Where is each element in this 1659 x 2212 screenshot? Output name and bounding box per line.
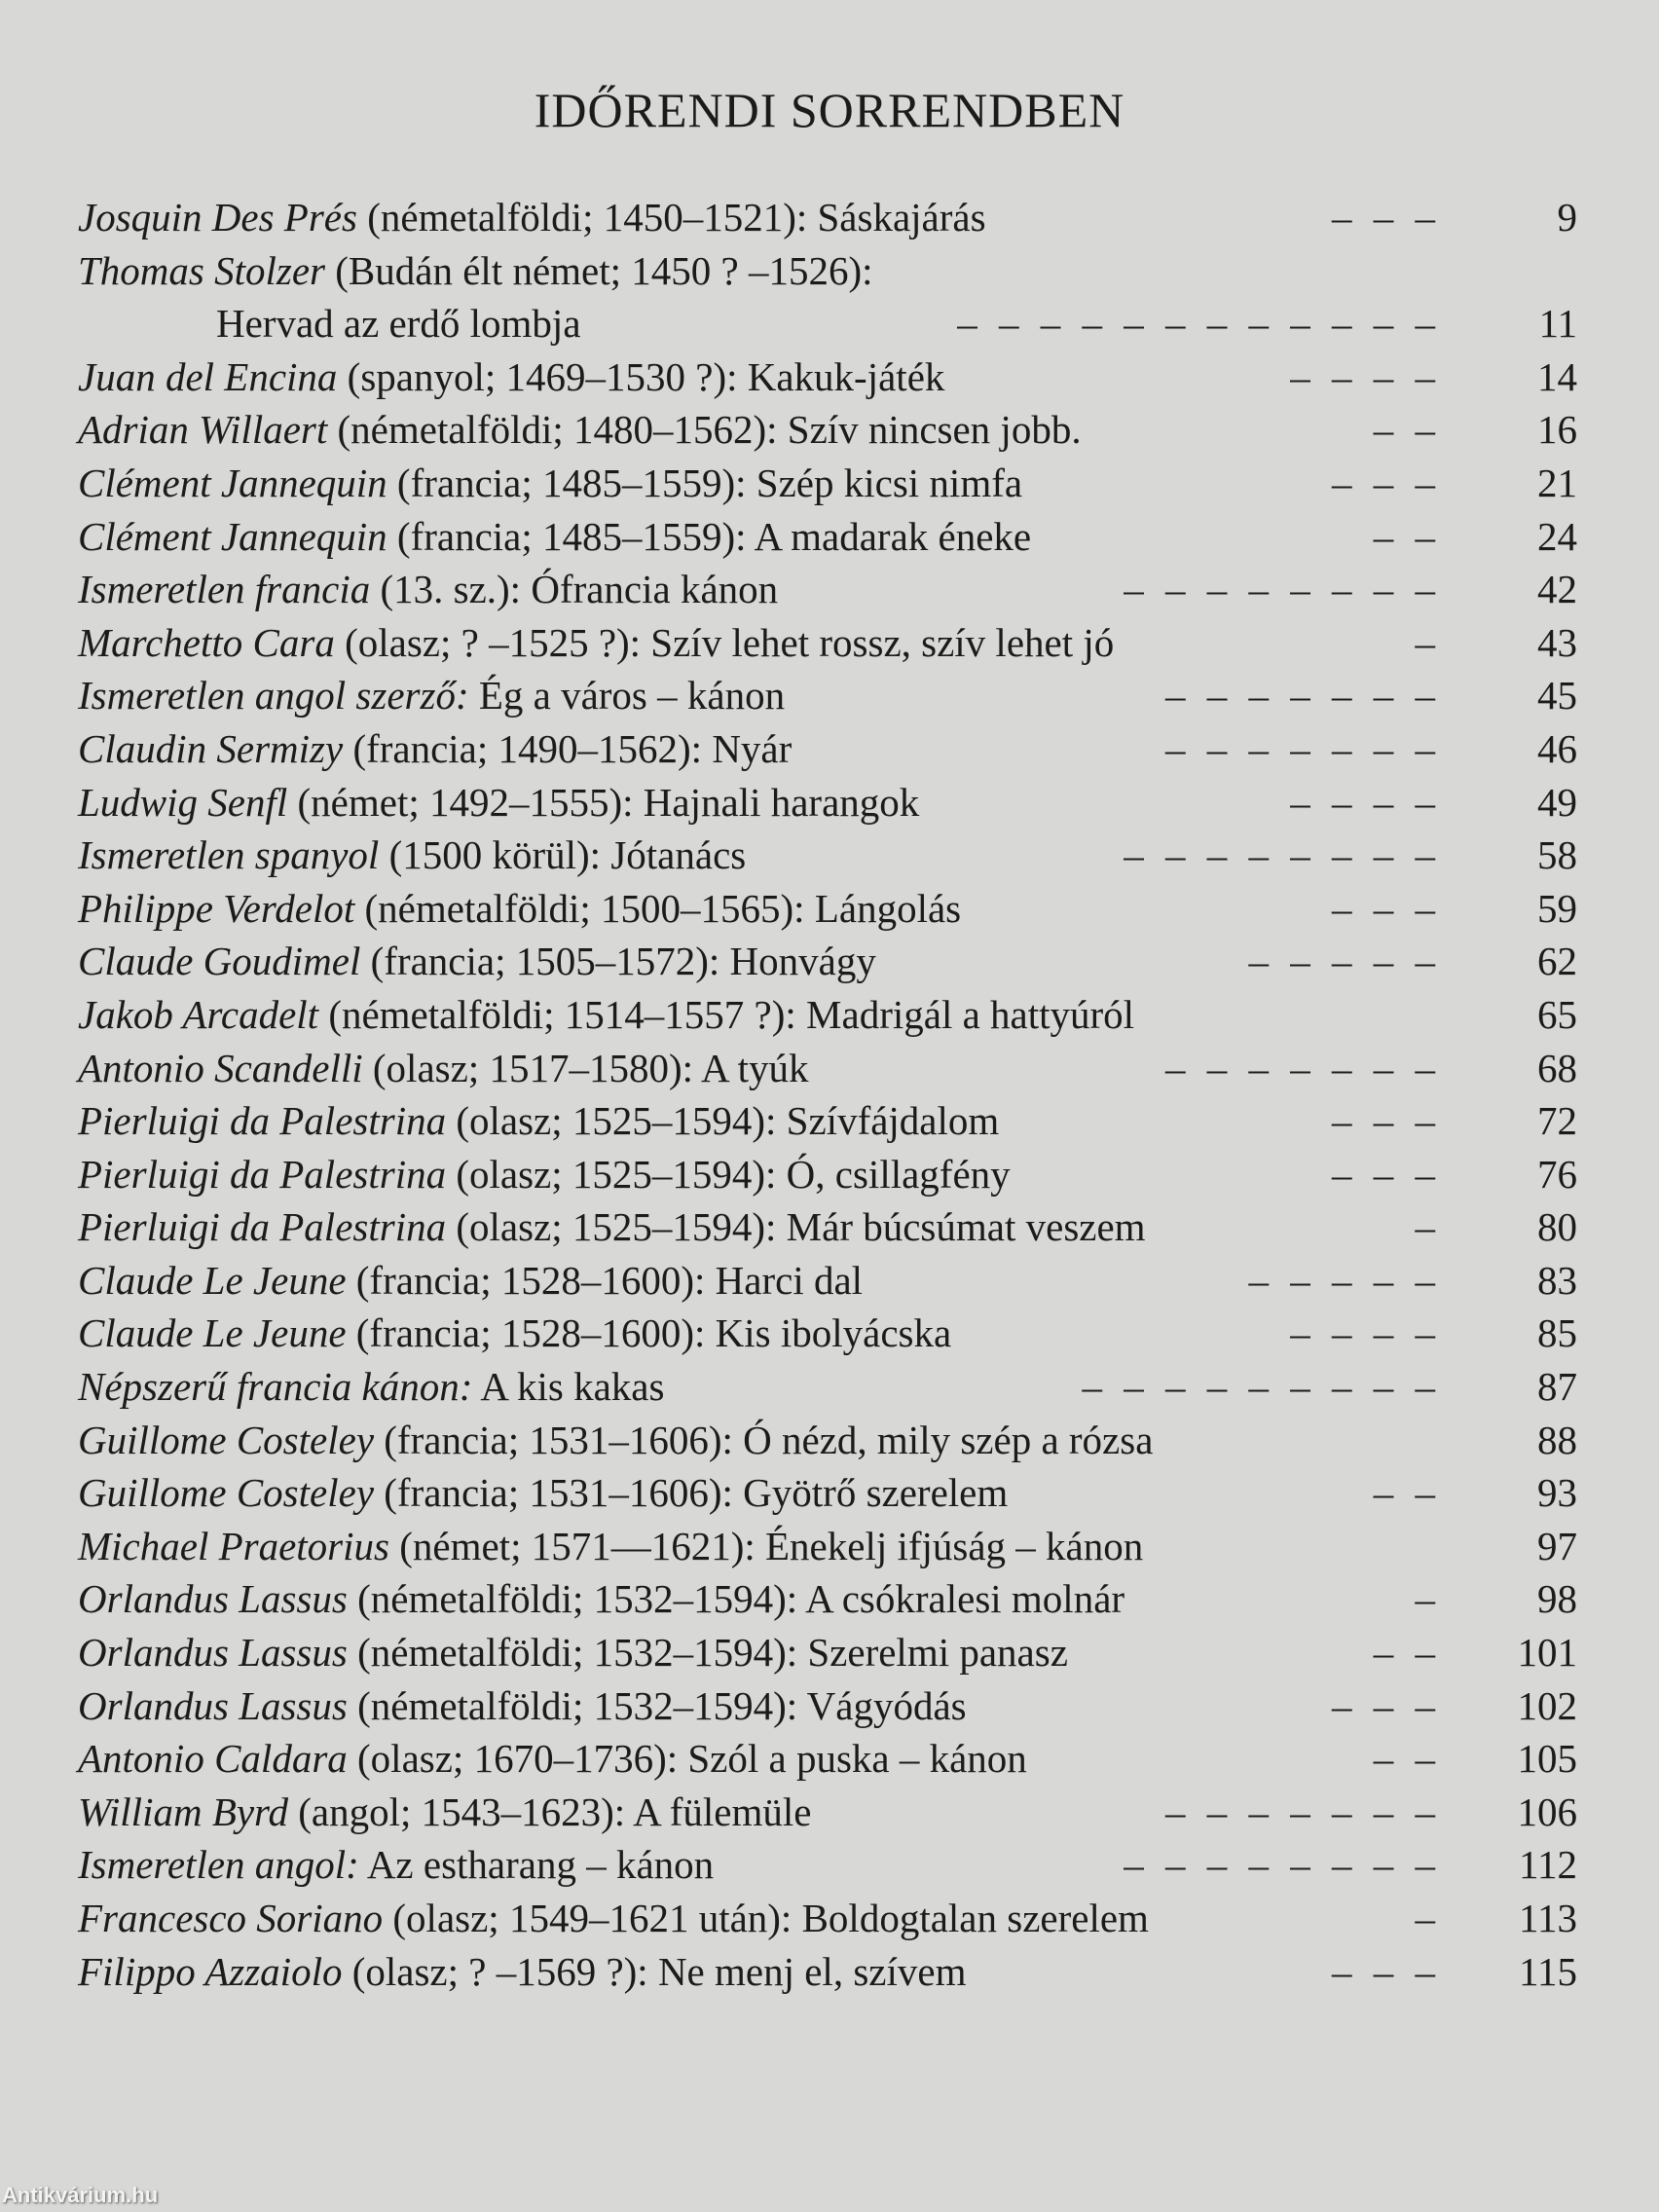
entry-text [78, 1892, 1149, 1945]
toc-entry [78, 776, 1577, 830]
entry-text [78, 1200, 1146, 1254]
entry-details: (olasz; 1517–1580): A tyúk [362, 1045, 809, 1090]
page-number: 115 [1519, 1948, 1577, 1994]
toc-entry [78, 403, 1577, 457]
entry-text [78, 669, 785, 722]
toc-entry [78, 1892, 1577, 1945]
page-number: 112 [1519, 1842, 1577, 1888]
toc-entry [78, 1945, 1577, 1999]
toc-entry [78, 935, 1577, 988]
page-number: 65 [1537, 991, 1577, 1037]
page-number: 101 [1517, 1630, 1577, 1676]
toc-entry [78, 988, 1577, 1042]
entry-details: (francia; 1531–1606): Gyötrő szerelem [374, 1470, 1009, 1516]
dot-leader: – – – [1332, 1151, 1441, 1197]
toc-entry [78, 191, 1577, 244]
entry-details: A kis kakas [472, 1364, 665, 1410]
entry-text [78, 776, 919, 830]
dot-leader: – – – – – – – [1165, 1788, 1441, 1834]
entry-text [78, 1520, 1143, 1573]
entry-details: (olasz; 1670–1736): Szól a puska – kánon [347, 1736, 1027, 1782]
entry-text [78, 1626, 1068, 1679]
toc-entry [78, 1732, 1577, 1786]
composer-name: William Byrd [78, 1788, 288, 1834]
toc-entry [78, 1679, 1577, 1733]
page-number: 88 [1537, 1417, 1577, 1462]
page-number: 9 [1557, 195, 1577, 240]
dot-leader: – [1415, 1204, 1441, 1250]
toc-entry [78, 1360, 1577, 1414]
toc-entry [78, 1254, 1577, 1308]
toc-entry [78, 616, 1577, 670]
page-number: 102 [1517, 1682, 1577, 1728]
page-number: 58 [1537, 832, 1577, 878]
entry-details: (francia; 1528–1600): Kis ibolyácska [346, 1310, 952, 1356]
composer-name: Clément Jannequin [78, 460, 387, 505]
dot-leader: – – – [1332, 460, 1441, 505]
dot-leader: – – [1373, 1470, 1441, 1516]
watermark: Antikvárium.hu [2, 2183, 159, 2207]
page-number: 68 [1537, 1045, 1577, 1090]
page-number: 14 [1537, 353, 1577, 399]
composer-name: Antonio Scandelli [78, 1045, 363, 1090]
page-number: 85 [1537, 1310, 1577, 1356]
entry-details: (németalföldi; 1532–1594): A csókralesi molnár [347, 1576, 1125, 1622]
entry-text [78, 1732, 1027, 1786]
dot-leader: – – – – – – – [1165, 673, 1441, 719]
toc-entry [78, 457, 1577, 510]
entry-text [78, 829, 746, 882]
page-number: 72 [1537, 1098, 1577, 1144]
entry-text [78, 1572, 1124, 1626]
page-number: 43 [1537, 619, 1577, 665]
page-number: 49 [1537, 779, 1577, 825]
entry-details: (olasz; ? –1569 ?): Ne menj el, szívem [342, 1948, 967, 1994]
entry-text [78, 1838, 714, 1892]
dot-leader: – – – – – – – [1165, 1045, 1441, 1090]
composer-name: Guillome Costeley [78, 1417, 375, 1462]
dot-leader: – – – – [1290, 1310, 1441, 1356]
composer-name: Michael Praetorius [78, 1523, 389, 1568]
page-number: 87 [1537, 1364, 1577, 1410]
entry-details: (olasz; 1525–1594): Szívfájdalom [446, 1098, 1000, 1144]
composer-name: Orlandus Lassus [78, 1630, 348, 1676]
entry-details: (1500 körül): Jótanács [379, 832, 747, 878]
page-number: 105 [1517, 1736, 1577, 1782]
dot-leader: – – [1373, 407, 1441, 453]
composer-name: Orlandus Lassus [78, 1576, 348, 1622]
toc-entry [78, 1572, 1577, 1626]
dot-leader: – – – [1332, 1948, 1441, 1994]
composer-name: Clément Jannequin [78, 513, 387, 559]
entry-details: (németalföldi; 1500–1565): Lángolás [354, 885, 962, 931]
toc-entry [78, 1042, 1577, 1095]
composer-name: Josquin Des Prés [78, 195, 357, 240]
composer-name: Ismeretlen angol: [78, 1842, 359, 1888]
dot-leader: – – [1373, 1736, 1441, 1782]
entry-text [78, 882, 961, 936]
toc-entry [78, 1838, 1577, 1892]
composer-name: Pierluigi da Palestrina [78, 1098, 447, 1144]
composer-name: Philippe Verdelot [78, 885, 355, 931]
dot-leader: – – – [1332, 195, 1441, 240]
entry-details: (olasz; 1525–1594): Ó, csillagfény [446, 1151, 1011, 1197]
entry-details: (német; 1492–1555): Hajnali harangok [287, 779, 920, 825]
composer-name: Pierluigi da Palestrina [78, 1204, 447, 1250]
entry-text [78, 457, 1022, 510]
entry-text [216, 297, 581, 350]
composer-name: Népszerű francia kánon: [78, 1364, 473, 1410]
dot-leader: – [1415, 1896, 1441, 1940]
entry-text [78, 1679, 967, 1733]
entry-details: (angol; 1543–1623): A fülemüle [288, 1788, 812, 1834]
toc-entry [78, 669, 1577, 722]
toc-entry [78, 563, 1577, 616]
entry-text [78, 722, 792, 776]
composer-name: Ismeretlen spanyol [78, 832, 380, 878]
dot-leader: – [1415, 1576, 1441, 1622]
entry-details: (németalföldi; 1514–1557 ?): Madrigál a hattyúról [318, 991, 1135, 1037]
page-number: 45 [1537, 673, 1577, 719]
toc-entry [78, 882, 1577, 936]
toc-entry [78, 350, 1577, 404]
dot-leader: – – – – – – – – [1124, 832, 1441, 878]
entry-text [78, 191, 986, 244]
entry-text [78, 616, 1114, 670]
entry-details: (németalföldi; 1532–1594): Szerelmi panasz [347, 1630, 1068, 1676]
entry-text [78, 1466, 1008, 1520]
toc-entry [78, 297, 1577, 350]
entry-text [78, 1094, 999, 1148]
entry-details: (német; 1571––1621): Énekelj ifjúság – kánon [388, 1523, 1144, 1568]
entry-details: Ég a város – kánon [468, 673, 786, 719]
composer-name: Thomas Stolzer [78, 247, 326, 293]
entry-text [78, 935, 876, 988]
page-title: IDŐRENDI SORRENDBEN [534, 83, 1125, 137]
entry-details: (olasz; ? –1525 ?): Szív lehet rossz, szív lehet jó [334, 619, 1115, 665]
dot-leader: – – – – – [1248, 1257, 1441, 1303]
toc-entry [78, 1200, 1577, 1254]
toc-entry [78, 1094, 1577, 1148]
entry-details: (németalföldi; 1450–1521): Sáskajárás [356, 195, 986, 240]
entry-text [78, 988, 1134, 1042]
composer-name: Ludwig Senfl [78, 779, 288, 825]
entry-details: (francia; 1485–1559): A madarak éneke [387, 513, 1032, 559]
toc-entry [78, 510, 1577, 564]
page-number: 11 [1538, 301, 1577, 347]
page-number: 62 [1537, 939, 1577, 984]
entry-text [78, 350, 944, 404]
entry-text [78, 1307, 951, 1360]
entry-details: (spanyol; 1469–1530 ?): Kakuk-játék [337, 353, 945, 399]
dot-leader: – – – [1332, 885, 1441, 931]
entry-text [78, 1360, 664, 1414]
dot-leader: – – – – – – – [1165, 725, 1441, 771]
dot-leader: – – – – [1290, 779, 1441, 825]
entry-text [78, 1786, 811, 1839]
page-number: 16 [1537, 407, 1577, 453]
dot-leader: – – [1373, 1630, 1441, 1676]
entry-text [78, 403, 1082, 457]
composer-name: Francesco Soriano [78, 1896, 384, 1940]
toc-entry [78, 829, 1577, 882]
toc-entry [78, 1148, 1577, 1201]
entry-details: (olasz; 1549–1621 után): Boldogtalan szerelem [383, 1896, 1149, 1940]
toc-entry [78, 244, 1577, 298]
entry-text [78, 1042, 808, 1095]
composer-name: Filippo Azzaiolo [78, 1948, 343, 1994]
entry-details: (francia; 1490–1562): Nyár [343, 725, 793, 771]
dot-leader: – [1415, 619, 1441, 665]
page-number: 46 [1537, 725, 1577, 771]
composer-name: Marchetto Cara [78, 619, 335, 665]
entry-details: (francia; 1528–1600): Harci dal [346, 1257, 864, 1303]
composer-name: Antonio Caldara [78, 1736, 348, 1782]
dot-leader: – – – – – – – – [1124, 567, 1441, 612]
page-number: 42 [1537, 567, 1577, 612]
entry-details: (francia; 1531–1606): Ó nézd, mily szép a rózsa [374, 1417, 1154, 1462]
dot-leader: – – [1373, 513, 1441, 559]
page-number: 106 [1517, 1788, 1577, 1834]
page-number: 76 [1537, 1151, 1577, 1197]
dot-leader: – – – – – – – – – [1082, 1364, 1441, 1410]
toc-entry [78, 1466, 1577, 1520]
dot-leader: – – – [1332, 1682, 1441, 1728]
toc-entry [78, 722, 1577, 776]
page-number: 83 [1537, 1257, 1577, 1303]
toc-entry [78, 1786, 1577, 1839]
entry-details: Hervad az erdő lombja [216, 301, 581, 347]
dot-leader: – – – – [1290, 353, 1441, 399]
entry-details: (francia; 1505–1572): Honvágy [360, 939, 876, 984]
page-number: 93 [1537, 1470, 1577, 1516]
entry-text [78, 1945, 966, 1999]
page-number: 59 [1537, 885, 1577, 931]
toc-entry [78, 1520, 1577, 1573]
composer-name: Orlandus Lassus [78, 1682, 348, 1728]
toc-entry [78, 1626, 1577, 1679]
toc-entry [78, 1307, 1577, 1360]
composer-name: Adrian Willaert [78, 407, 328, 453]
dot-leader: – – – – – – – – – – – – [957, 301, 1441, 347]
page-number: 21 [1537, 460, 1577, 505]
page-number: 97 [1537, 1523, 1577, 1568]
composer-name: Claude Le Jeune [78, 1257, 347, 1303]
dot-leader: – – – [1332, 1098, 1441, 1144]
composer-name: Ismeretlen francia [78, 567, 371, 612]
composer-name: Claude Le Jeune [78, 1310, 347, 1356]
composer-name: Ismeretlen angol szerző: [78, 673, 469, 719]
dot-leader: – – – – – – – – [1124, 1842, 1441, 1888]
entry-details: (Budán élt német; 1450 ? –1526): [325, 247, 873, 293]
composer-name: Claude Goudimel [78, 939, 361, 984]
composer-name: Jakob Arcadelt [78, 991, 319, 1037]
entry-text [78, 563, 778, 616]
entry-text [78, 1148, 1011, 1201]
entry-details: (13. sz.): Ófrancia kánon [370, 567, 779, 612]
table-of-contents [78, 191, 1577, 1998]
page-number: 80 [1537, 1204, 1577, 1250]
toc-entry [78, 1414, 1577, 1467]
entry-text [78, 1254, 863, 1308]
composer-name: Claudin Sermizy [78, 725, 344, 771]
entry-details: (francia; 1485–1559): Szép kicsi nimfa [387, 460, 1023, 505]
page-number: 113 [1519, 1896, 1577, 1940]
entry-details: (németalföldi; 1480–1562): Szív nincsen jobb. [327, 407, 1082, 453]
entry-details: Az estharang – kánon [358, 1842, 715, 1888]
page-number: 24 [1537, 513, 1577, 559]
entry-text [78, 510, 1031, 564]
composer-name: Guillome Costeley [78, 1470, 375, 1516]
composer-name: Pierluigi da Palestrina [78, 1151, 447, 1197]
page-number: 98 [1537, 1576, 1577, 1622]
dot-leader: – – – – – [1248, 939, 1441, 984]
entry-text [78, 1414, 1153, 1467]
entry-text [78, 244, 873, 298]
entry-details: (olasz; 1525–1594): Már búcsúmat veszem [446, 1204, 1146, 1250]
entry-details: (németalföldi; 1532–1594): Vágyódás [347, 1682, 967, 1728]
composer-name: Juan del Encina [78, 353, 338, 399]
